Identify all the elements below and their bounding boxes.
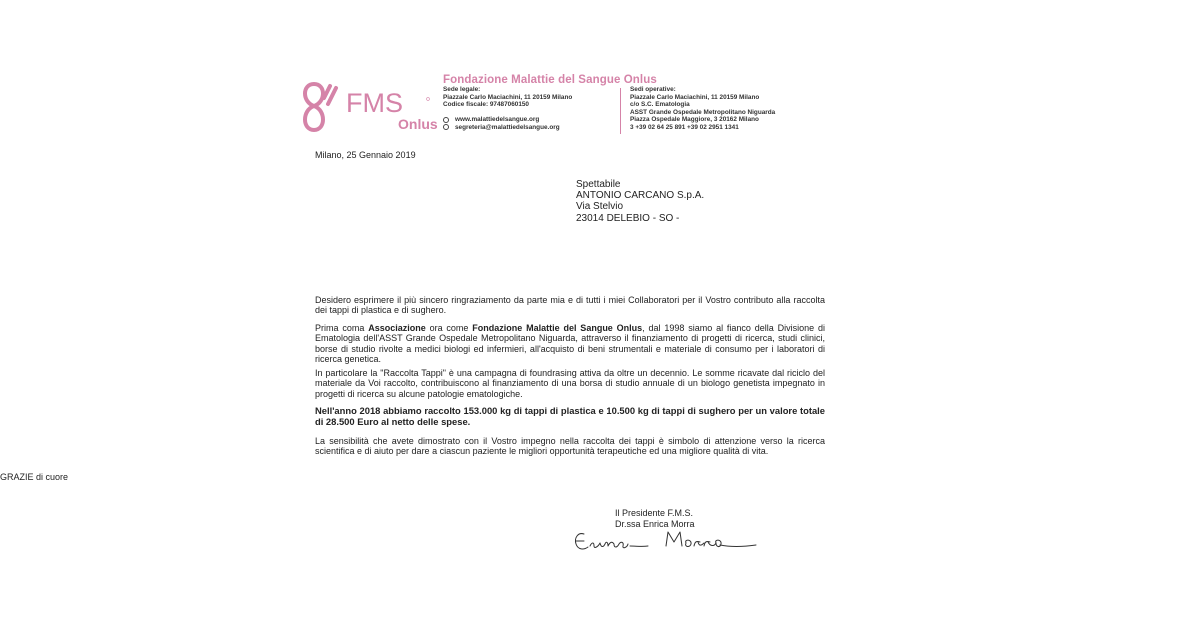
fms-logo xyxy=(300,78,448,136)
operative-line: Piazza Ospedale Maggiore, 3 20162 Milano xyxy=(630,116,759,124)
p2-bold: Fondazione Malattie del Sangue Onlus xyxy=(472,323,643,333)
legal-office-block xyxy=(443,86,572,109)
email-icon xyxy=(443,124,449,130)
legal-heading: Sede legale: xyxy=(443,86,481,93)
contact-email[interactable] xyxy=(443,124,560,132)
organization-name: Fondazione Malattie del Sangue Onlus xyxy=(443,74,657,86)
website-link[interactable]: www.malattiedelsangue.org xyxy=(455,116,540,123)
recipient-line: Via Stelvio xyxy=(576,201,624,213)
operative-line: Sedi operative: xyxy=(630,86,676,93)
recipient-line: 23014 DELEBIO - SO - xyxy=(576,212,680,224)
email-link[interactable]: segreteria@malattiedelsangue.org xyxy=(455,123,560,131)
fiscal-code: Codice fiscale: 97487060150 xyxy=(443,101,529,109)
globe-icon xyxy=(443,117,449,123)
paragraph-about xyxy=(315,323,825,365)
closing-thanks: GRAZIE di cuore xyxy=(0,472,69,482)
paragraph-results: Nell'anno 2018 abbiamo raccolto 153.000 kg di tappi di plastica e 10.500 kg di tappi di sughero per un valore totale di 28.500 Euro al netto delle spese. xyxy=(315,405,825,427)
letterhead-divider xyxy=(620,88,621,134)
p2-bold: Associazione xyxy=(368,323,426,333)
operative-line: c/o S.C. Ematologia xyxy=(630,101,690,109)
p2-text: ora come xyxy=(425,323,473,333)
legal-address: Piazzale Carlo Maciachini, 11 20159 Milano xyxy=(443,93,573,101)
operative-offices-block xyxy=(630,86,775,132)
p2-text: , dal 1998 siamo al fianco della Divisione di Ematologia dell'ASST Grande Ospedale Metropolitano Niguarda, attraverso il finanziamento di progetti di ricerca, studi clinici, borse di studio rivolte a medici biologi ed infermieri, all'acquisto di beni strumentali e materiale di consumo per i laboratori di ricerca genetica. xyxy=(315,323,825,365)
handwritten-signature xyxy=(570,526,770,556)
paragraph-campaign: In particolare la "Raccolta Tappi" è una campagna di foundrasing attiva da oltre un decennio. Le somme ricavate dal riciclo del materiale da Voi raccolto, contribuiscono al finanziamento di una borsa di studio annuale di un biologo genetista impegnato in progetti di ricerca su alcune patologie ematologiche. xyxy=(315,368,825,399)
operative-line: ASST Grande Ospedale Metropolitano Niguarda xyxy=(630,108,776,116)
operative-line: Piazzale Carlo Maciachini, 11 20159 Milano xyxy=(630,93,760,101)
contact-website[interactable] xyxy=(443,116,560,124)
recipient-line: Spettabile xyxy=(576,179,621,190)
logo-subtitle: Onlus xyxy=(398,116,438,132)
contact-list xyxy=(443,116,560,131)
letter-date: Milano, 25 Gennaio 2019 xyxy=(315,150,416,160)
signer-title: Il Presidente F.M.S. xyxy=(615,508,694,518)
p2-text: Prima coma xyxy=(315,323,369,333)
signer-name: Dr.ssa Enrica Morra xyxy=(615,518,695,529)
paragraph-thanks: Desidero esprimere il più sincero ringraziamento da parte mia e di tutti i miei Collaboratori per il Vostro contributo alla raccolta dei tappi di plastica e di sughero. xyxy=(315,295,825,316)
operative-line: 3 +39 02 64 25 891 +39 02 2951 1341 xyxy=(630,123,739,131)
recipient-line: ANTONIO CARCANO S.p.A. xyxy=(576,190,705,202)
recipient-address xyxy=(576,179,704,224)
paragraph-appreciation: La sensibilità che avete dimostrato con il Vostro impegno nella raccolta dei tappi è simbolo di attenzione verso la ricerca scientifica e di aiuto per dare a ciascun paziente le migliori opportunità terapeutiche ed una migliore qualità di vita. xyxy=(315,436,825,457)
logo-wordmark: FMS xyxy=(346,88,403,118)
